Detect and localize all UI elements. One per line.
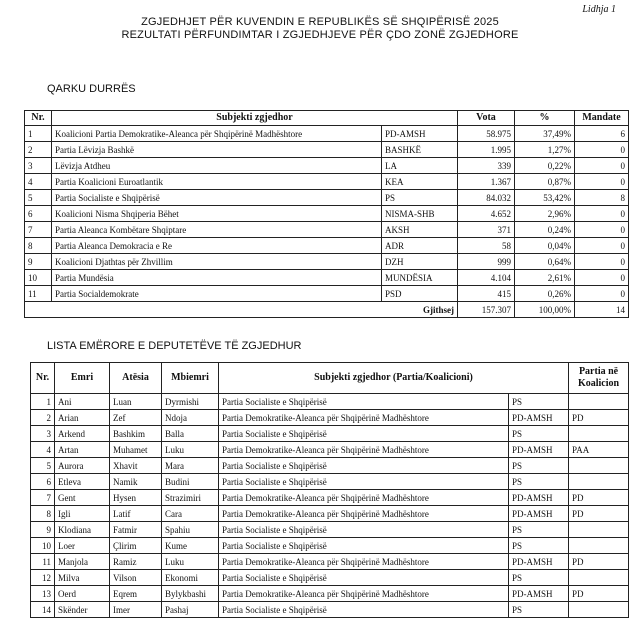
subject-name: Partia Socialdemokrate bbox=[52, 286, 382, 302]
deputy-subject-abbr: PS bbox=[509, 570, 569, 586]
vote-count: 58.975 bbox=[458, 126, 515, 142]
deputy-row bbox=[31, 522, 629, 538]
deputy-row bbox=[31, 602, 629, 618]
deputy-last-name: Dyrmishi bbox=[162, 394, 219, 410]
results-row bbox=[25, 126, 629, 142]
deputy-last-name: Balla bbox=[162, 426, 219, 442]
deputy-subject: Partia Socialiste e Shqipërisë bbox=[219, 570, 509, 586]
vote-count: 84.032 bbox=[458, 190, 515, 206]
vote-percent: 2,61% bbox=[515, 270, 575, 286]
deputy-father-name: Hysen bbox=[110, 490, 162, 506]
row-number: 11 bbox=[25, 286, 52, 302]
vote-count: 4.104 bbox=[458, 270, 515, 286]
deputy-father-name: Imer bbox=[110, 602, 162, 618]
deputy-first-name: Klodiana bbox=[55, 522, 110, 538]
vote-count: 1.367 bbox=[458, 174, 515, 190]
deputies-header-subject: Subjekti zgjedhor (Partia/Koalicioni) bbox=[219, 363, 569, 394]
deputy-subject-abbr: PS bbox=[509, 458, 569, 474]
total-percent: 100,00% bbox=[515, 302, 575, 318]
deputy-row bbox=[31, 394, 629, 410]
deputy-father-name: Vilson bbox=[110, 570, 162, 586]
deputy-subject-abbr: PS bbox=[509, 538, 569, 554]
vote-count: 415 bbox=[458, 286, 515, 302]
results-row bbox=[25, 158, 629, 174]
results-row bbox=[25, 238, 629, 254]
row-number: 4 bbox=[25, 174, 52, 190]
deputy-first-name: Manjola bbox=[55, 554, 110, 570]
results-table bbox=[24, 110, 629, 318]
deputy-row bbox=[31, 426, 629, 442]
row-number: 3 bbox=[25, 158, 52, 174]
subject-name: Koalicioni Partia Demokratike-Aleanca për Shqipërinë Madhështore bbox=[52, 126, 382, 142]
deputy-coalition-party bbox=[569, 474, 629, 490]
mandate-count: 0 bbox=[575, 254, 629, 270]
vote-count: 4.652 bbox=[458, 206, 515, 222]
deputy-subject: Partia Socialiste e Shqipërisë bbox=[219, 522, 509, 538]
subject-abbr: PS bbox=[382, 190, 458, 206]
deputy-first-name: Etleva bbox=[55, 474, 110, 490]
deputy-row bbox=[31, 410, 629, 426]
mandate-count: 0 bbox=[575, 174, 629, 190]
results-header-nr: Nr. bbox=[25, 111, 52, 126]
mandate-count: 0 bbox=[575, 238, 629, 254]
vote-percent: 0,26% bbox=[515, 286, 575, 302]
mandate-count: 0 bbox=[575, 286, 629, 302]
subject-abbr: LA bbox=[382, 158, 458, 174]
subject-abbr: MUNDËSIA bbox=[382, 270, 458, 286]
deputy-subject: Partia Socialiste e Shqipërisë bbox=[219, 458, 509, 474]
deputy-subject-abbr: PD-AMSH bbox=[509, 410, 569, 426]
deputy-subject: Partia Socialiste e Shqipërisë bbox=[219, 426, 509, 442]
deputy-last-name: Budini bbox=[162, 474, 219, 490]
row-number: 2 bbox=[25, 142, 52, 158]
results-header-mandates: Mandate bbox=[575, 111, 629, 126]
subject-name: Lëvizja Atdheu bbox=[52, 158, 382, 174]
row-number: 10 bbox=[25, 270, 52, 286]
deputy-coalition-party bbox=[569, 602, 629, 618]
deputies-header-last: Mbiemri bbox=[162, 363, 219, 394]
deputy-number: 10 bbox=[31, 538, 55, 554]
results-header-pct: % bbox=[515, 111, 575, 126]
deputies-header-first: Emri bbox=[55, 363, 110, 394]
subject-abbr: NISMA-SHB bbox=[382, 206, 458, 222]
deputy-first-name: Artan bbox=[55, 442, 110, 458]
deputy-father-name: Ramiz bbox=[110, 554, 162, 570]
deputies-header-nr: Nr. bbox=[31, 363, 55, 394]
deputy-subject-abbr: PS bbox=[509, 474, 569, 490]
results-total-row bbox=[25, 302, 629, 318]
deputy-father-name: Zef bbox=[110, 410, 162, 426]
deputy-last-name: Luku bbox=[162, 554, 219, 570]
deputy-coalition-party bbox=[569, 522, 629, 538]
row-number: 9 bbox=[25, 254, 52, 270]
total-mandates: 14 bbox=[575, 302, 629, 318]
deputy-father-name: Bashkim bbox=[110, 426, 162, 442]
deputy-last-name: Pashaj bbox=[162, 602, 219, 618]
deputy-father-name: Xhavit bbox=[110, 458, 162, 474]
deputy-first-name: Milva bbox=[55, 570, 110, 586]
deputy-coalition-party: PD bbox=[569, 490, 629, 506]
deputies-table bbox=[30, 362, 629, 618]
subject-abbr: ADR bbox=[382, 238, 458, 254]
results-row bbox=[25, 206, 629, 222]
total-votes: 157.307 bbox=[458, 302, 515, 318]
vote-percent: 0,04% bbox=[515, 238, 575, 254]
deputy-number: 6 bbox=[31, 474, 55, 490]
deputy-subject: Partia Socialiste e Shqipërisë bbox=[219, 538, 509, 554]
deputy-last-name: Bylykbashi bbox=[162, 586, 219, 602]
deputy-first-name: Igli bbox=[55, 506, 110, 522]
deputy-row bbox=[31, 586, 629, 602]
subject-name: Partia Lëvizja Bashkë bbox=[52, 142, 382, 158]
vote-percent: 0,87% bbox=[515, 174, 575, 190]
results-row bbox=[25, 270, 629, 286]
deputy-subject: Partia Demokratike-Aleanca për Shqipërinë Madhështore bbox=[219, 490, 509, 506]
deputy-first-name: Aurora bbox=[55, 458, 110, 474]
deputy-row bbox=[31, 490, 629, 506]
vote-percent: 1,27% bbox=[515, 142, 575, 158]
deputy-subject: Partia Socialiste e Shqipërisë bbox=[219, 394, 509, 410]
vote-count: 371 bbox=[458, 222, 515, 238]
deputy-subject: Partia Demokratike-Aleanca për Shqipërinë Madhështore bbox=[219, 442, 509, 458]
results-header-row bbox=[25, 111, 629, 126]
subject-abbr: DZH bbox=[382, 254, 458, 270]
subject-name: Partia Aleanca Kombëtare Shqiptare bbox=[52, 222, 382, 238]
deputy-father-name: Namik bbox=[110, 474, 162, 490]
deputy-subject-abbr: PS bbox=[509, 602, 569, 618]
deputy-row bbox=[31, 570, 629, 586]
deputy-coalition-party: PD bbox=[569, 506, 629, 522]
deputy-number: 13 bbox=[31, 586, 55, 602]
deputy-subject-abbr: PS bbox=[509, 426, 569, 442]
subject-abbr: KEA bbox=[382, 174, 458, 190]
deputy-coalition-party: PD bbox=[569, 586, 629, 602]
deputy-number: 2 bbox=[31, 410, 55, 426]
mandate-count: 0 bbox=[575, 158, 629, 174]
vote-count: 999 bbox=[458, 254, 515, 270]
results-row bbox=[25, 254, 629, 270]
deputy-last-name: Luku bbox=[162, 442, 219, 458]
deputy-number: 7 bbox=[31, 490, 55, 506]
deputy-number: 4 bbox=[31, 442, 55, 458]
deputy-father-name: Eqrem bbox=[110, 586, 162, 602]
deputy-coalition-party bbox=[569, 458, 629, 474]
vote-count: 58 bbox=[458, 238, 515, 254]
row-number: 8 bbox=[25, 238, 52, 254]
deputy-first-name: Skënder bbox=[55, 602, 110, 618]
deputy-number: 11 bbox=[31, 554, 55, 570]
document-title-line1: ZGJEDHJET PËR KUVENDIN E REPUBLIKËS SË SHQIPËRISË 2025 bbox=[141, 16, 499, 28]
deputy-subject: Partia Socialiste e Shqipërisë bbox=[219, 602, 509, 618]
deputy-number: 8 bbox=[31, 506, 55, 522]
deputy-subject: Partia Demokratike-Aleanca për Shqipërinë Madhështore bbox=[219, 410, 509, 426]
deputy-row bbox=[31, 458, 629, 474]
vote-percent: 0,22% bbox=[515, 158, 575, 174]
deputy-first-name: Gent bbox=[55, 490, 110, 506]
deputy-subject-abbr: PD-AMSH bbox=[509, 586, 569, 602]
subject-abbr: PD-AMSH bbox=[382, 126, 458, 142]
deputy-subject-abbr: PD-AMSH bbox=[509, 490, 569, 506]
vote-count: 339 bbox=[458, 158, 515, 174]
deputy-coalition-party: PAA bbox=[569, 442, 629, 458]
deputy-coalition-party: PD bbox=[569, 554, 629, 570]
deputy-subject-abbr: PD-AMSH bbox=[509, 506, 569, 522]
deputy-father-name: Muhamet bbox=[110, 442, 162, 458]
deputy-last-name: Mara bbox=[162, 458, 219, 474]
mandate-count: 0 bbox=[575, 206, 629, 222]
deputy-last-name: Ndoja bbox=[162, 410, 219, 426]
deputy-row bbox=[31, 474, 629, 490]
deputy-father-name: Fatmir bbox=[110, 522, 162, 538]
section-title-district: QARKU DURRËS bbox=[47, 83, 136, 95]
deputy-subject: Partia Demokratike-Aleanca për Shqipërinë Madhështore bbox=[219, 506, 509, 522]
deputy-first-name: Oerd bbox=[55, 586, 110, 602]
deputies-header-party: Partia në Koalicion bbox=[569, 363, 629, 394]
vote-percent: 37,49% bbox=[515, 126, 575, 142]
subject-name: Partia Aleanca Demokracia e Re bbox=[52, 238, 382, 254]
deputy-row bbox=[31, 506, 629, 522]
deputy-first-name: Arkend bbox=[55, 426, 110, 442]
results-header-votes: Vota bbox=[458, 111, 515, 126]
deputy-subject: Partia Demokratike-Aleanca për Shqipërinë Madhështore bbox=[219, 554, 509, 570]
deputy-coalition-party bbox=[569, 538, 629, 554]
deputy-subject: Partia Socialiste e Shqipërisë bbox=[219, 474, 509, 490]
subject-abbr: BASHKË bbox=[382, 142, 458, 158]
mandate-count: 0 bbox=[575, 222, 629, 238]
subject-abbr: PSD bbox=[382, 286, 458, 302]
row-number: 5 bbox=[25, 190, 52, 206]
results-header-subject: Subjekti zgjedhor bbox=[52, 111, 458, 126]
deputy-first-name: Ani bbox=[55, 394, 110, 410]
deputy-row bbox=[31, 442, 629, 458]
deputy-row bbox=[31, 554, 629, 570]
total-label: Gjithsej bbox=[25, 302, 458, 318]
deputy-last-name: Strazimiri bbox=[162, 490, 219, 506]
row-number: 1 bbox=[25, 126, 52, 142]
deputies-header-father: Atësia bbox=[110, 363, 162, 394]
document-title-line2: REZULTATI PËRFUNDIMTAR I ZGJEDHJEVE PËR ÇDO ZONË ZGJEDHORE bbox=[121, 29, 519, 41]
deputy-number: 5 bbox=[31, 458, 55, 474]
subject-name: Partia Mundësia bbox=[52, 270, 382, 286]
subject-name: Partia Socialiste e Shqipërisë bbox=[52, 190, 382, 206]
deputy-number: 1 bbox=[31, 394, 55, 410]
deputies-header-row bbox=[31, 363, 629, 394]
mandate-count: 6 bbox=[575, 126, 629, 142]
deputy-number: 12 bbox=[31, 570, 55, 586]
deputy-subject-abbr: PD-AMSH bbox=[509, 442, 569, 458]
vote-percent: 53,42% bbox=[515, 190, 575, 206]
deputy-first-name: Loer bbox=[55, 538, 110, 554]
row-number: 6 bbox=[25, 206, 52, 222]
vote-percent: 0,24% bbox=[515, 222, 575, 238]
deputy-subject-abbr: PD-AMSH bbox=[509, 554, 569, 570]
deputy-subject-abbr: PS bbox=[509, 522, 569, 538]
deputy-father-name: Luan bbox=[110, 394, 162, 410]
deputy-father-name: Çlirim bbox=[110, 538, 162, 554]
deputy-first-name: Arian bbox=[55, 410, 110, 426]
deputy-last-name: Ekonomi bbox=[162, 570, 219, 586]
annex-label: Lidhja 1 bbox=[582, 4, 616, 15]
deputy-number: 9 bbox=[31, 522, 55, 538]
deputy-number: 14 bbox=[31, 602, 55, 618]
deputy-last-name: Kume bbox=[162, 538, 219, 554]
mandate-count: 0 bbox=[575, 270, 629, 286]
deputy-coalition-party bbox=[569, 570, 629, 586]
section-title-deputies: LISTA EMËRORE E DEPUTETËVE TË ZGJEDHUR bbox=[47, 340, 302, 352]
subject-name: Koalicioni Djathtas për Zhvillim bbox=[52, 254, 382, 270]
deputy-coalition-party: PD bbox=[569, 410, 629, 426]
subject-abbr: AKSH bbox=[382, 222, 458, 238]
results-row bbox=[25, 222, 629, 238]
results-row bbox=[25, 190, 629, 206]
deputy-last-name: Cara bbox=[162, 506, 219, 522]
deputy-subject: Partia Demokratike-Aleanca për Shqipërinë Madhështore bbox=[219, 586, 509, 602]
vote-percent: 2,96% bbox=[515, 206, 575, 222]
vote-count: 1.995 bbox=[458, 142, 515, 158]
subject-name: Koalicioni Nisma Shqiperia Bëhet bbox=[52, 206, 382, 222]
results-row bbox=[25, 174, 629, 190]
mandate-count: 8 bbox=[575, 190, 629, 206]
deputy-row bbox=[31, 538, 629, 554]
row-number: 7 bbox=[25, 222, 52, 238]
mandate-count: 0 bbox=[575, 142, 629, 158]
deputy-father-name: Latif bbox=[110, 506, 162, 522]
results-row bbox=[25, 142, 629, 158]
deputy-coalition-party bbox=[569, 394, 629, 410]
deputy-subject-abbr: PS bbox=[509, 394, 569, 410]
deputy-coalition-party bbox=[569, 426, 629, 442]
vote-percent: 0,64% bbox=[515, 254, 575, 270]
deputy-number: 3 bbox=[31, 426, 55, 442]
subject-name: Partia Koalicioni Euroatlantik bbox=[52, 174, 382, 190]
results-row bbox=[25, 286, 629, 302]
deputy-last-name: Spahiu bbox=[162, 522, 219, 538]
